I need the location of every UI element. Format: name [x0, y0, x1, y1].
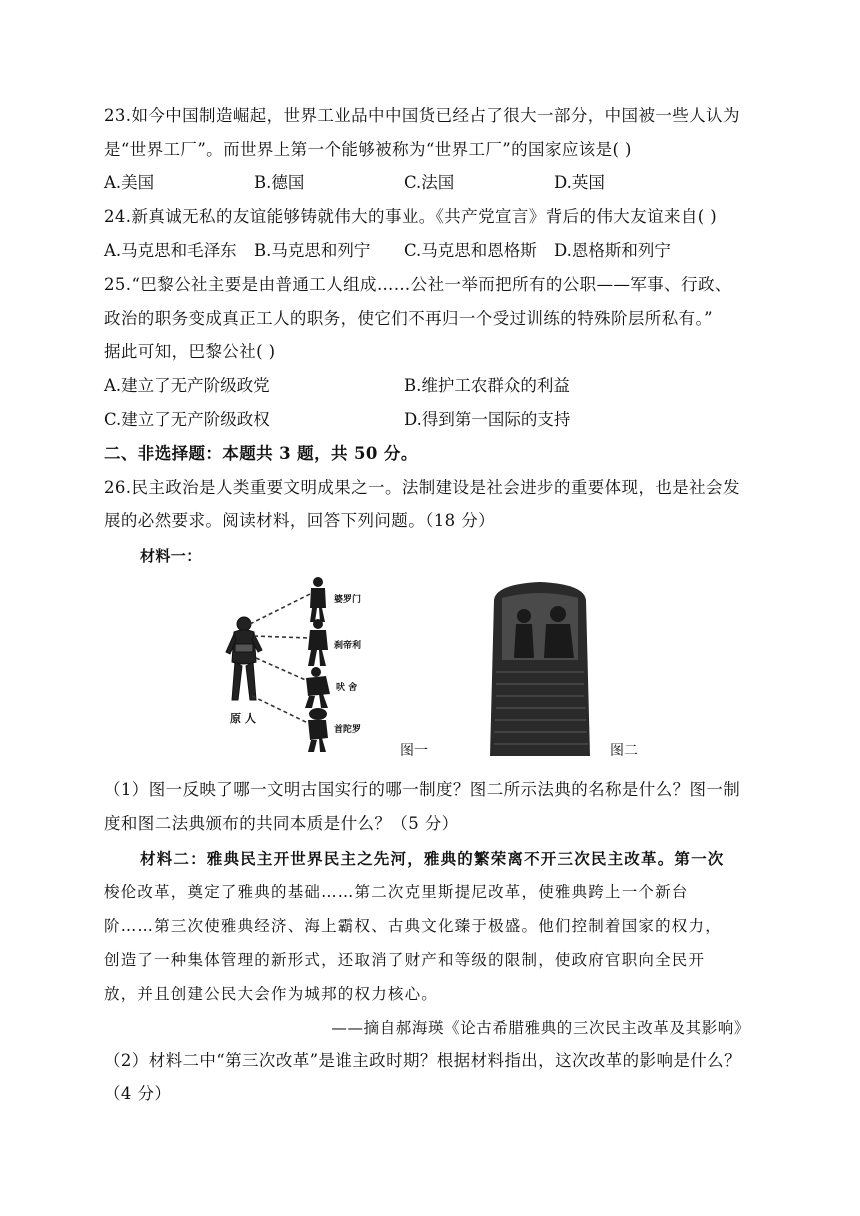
q23-line1: 23.如今中国制造崛起，世界工业品中中国货已经占了很大一部分，中国被一些人认为: [104, 106, 740, 125]
material2-source: ——摘自郝海瑛《论古希腊雅典的三次民主改革及其影响》: [331, 1019, 750, 1037]
caste-label-shudra: 首陀罗: [334, 725, 362, 735]
q23-option-d: D.英国: [554, 173, 605, 192]
material1-label: 材料一：: [140, 547, 202, 565]
q26-line1: 26.民主政治是人类重要文明成果之一。法制建设是社会进步的重要体现，也是社会发: [104, 478, 740, 497]
q25-option-a: A.建立了无产阶级政党: [104, 376, 270, 395]
q26-sub1-line2: 度和图二法典颁布的共同本质是什么？（5 分）: [104, 814, 459, 833]
q26-line2: 展的必然要求。阅读材料，回答下列问题。（18 分）: [104, 511, 495, 530]
q24-option-d: D.恩格斯和列宁: [554, 241, 671, 260]
material2-line1: 材料二：雅典民主开世界民主之先河，雅典的繁荣离不开三次民主改革。第一次: [140, 849, 725, 868]
material2-line2: 梭伦改革，奠定了雅典的基础……第二次克里斯提尼改革，使雅典跨上一个新台: [104, 883, 689, 901]
q26-sub1-line1: （1）图一反映了哪一文明古国实行的哪一制度？图二所示法典的名称是什么？图一制: [104, 780, 741, 799]
q25-line1: 25.“巴黎公社主要是由普通工人组成……公社一举而把所有的公职——军事、行政、: [104, 275, 732, 294]
q23-option-c: C.法国: [404, 173, 455, 192]
caste-label-brahmin: 婆罗门: [334, 595, 362, 605]
q25-line2: 政治的职务变成真正工人的职务，使它们不再归一个受过训练的特殊阶层所私有。”: [104, 309, 713, 328]
q24-option-c: C.马克思和恩格斯: [404, 241, 537, 260]
figure1-caption: 图一: [400, 743, 428, 759]
material2-line4: 创造了一种集体管理的新形式，还取消了财产和等级的限制，使政府官职向全民开: [104, 951, 706, 969]
q23-option-a: A.美国: [104, 173, 155, 192]
q25-option-c: C.建立了无产阶级政权: [104, 410, 270, 429]
q26-sub2-line1: （2）材料二中“第三次改革”是谁主政时期？根据材料指出，这次改革的影响是什么？: [104, 1051, 741, 1070]
figure-code-stele: [484, 580, 596, 760]
material2-line3: 阶……第三次使雅典经济、海上霸权、古典文化臻于极盛。他们控制着国家的权力，: [104, 917, 722, 935]
q25-option-b: B.维护工农群众的利益: [404, 376, 570, 395]
q23-option-b: B.德国: [254, 173, 305, 192]
origin-label: 原 人: [230, 712, 256, 725]
q25-line3: 据此可知，巴黎公社( ): [104, 342, 276, 361]
q24-option-b: B.马克思和列宁: [254, 241, 371, 260]
q24-option-a: A.马克思和毛泽东: [104, 241, 237, 260]
section-heading: 二、非选择题：本题共 3 题，共 50 分。: [104, 444, 418, 463]
stele-illustration: [484, 580, 596, 760]
q25-option-d: D.得到第一国际的支持: [404, 410, 571, 429]
figure2-caption: 图二: [610, 743, 638, 759]
q23-line2: 是“世界工厂”。而世界上第一个能够被称为“世界工厂”的国家应该是( ): [104, 140, 632, 159]
q26-sub2-line2: （4 分）: [104, 1084, 172, 1103]
caste-diagram-illustration: [222, 572, 422, 760]
figure-caste-diagram: [222, 572, 422, 760]
material2-line5: 放，并且创建公民大会作为城邦的权力核心。: [104, 985, 439, 1003]
caste-label-kshatriya: 刹帝利: [334, 641, 362, 651]
q24-line1: 24.新真诚无私的友谊能够铸就伟大的事业。《共产党宣言》背后的伟大友谊来自( ): [104, 207, 718, 226]
caste-label-vaishya: 吠 舍: [336, 683, 358, 693]
